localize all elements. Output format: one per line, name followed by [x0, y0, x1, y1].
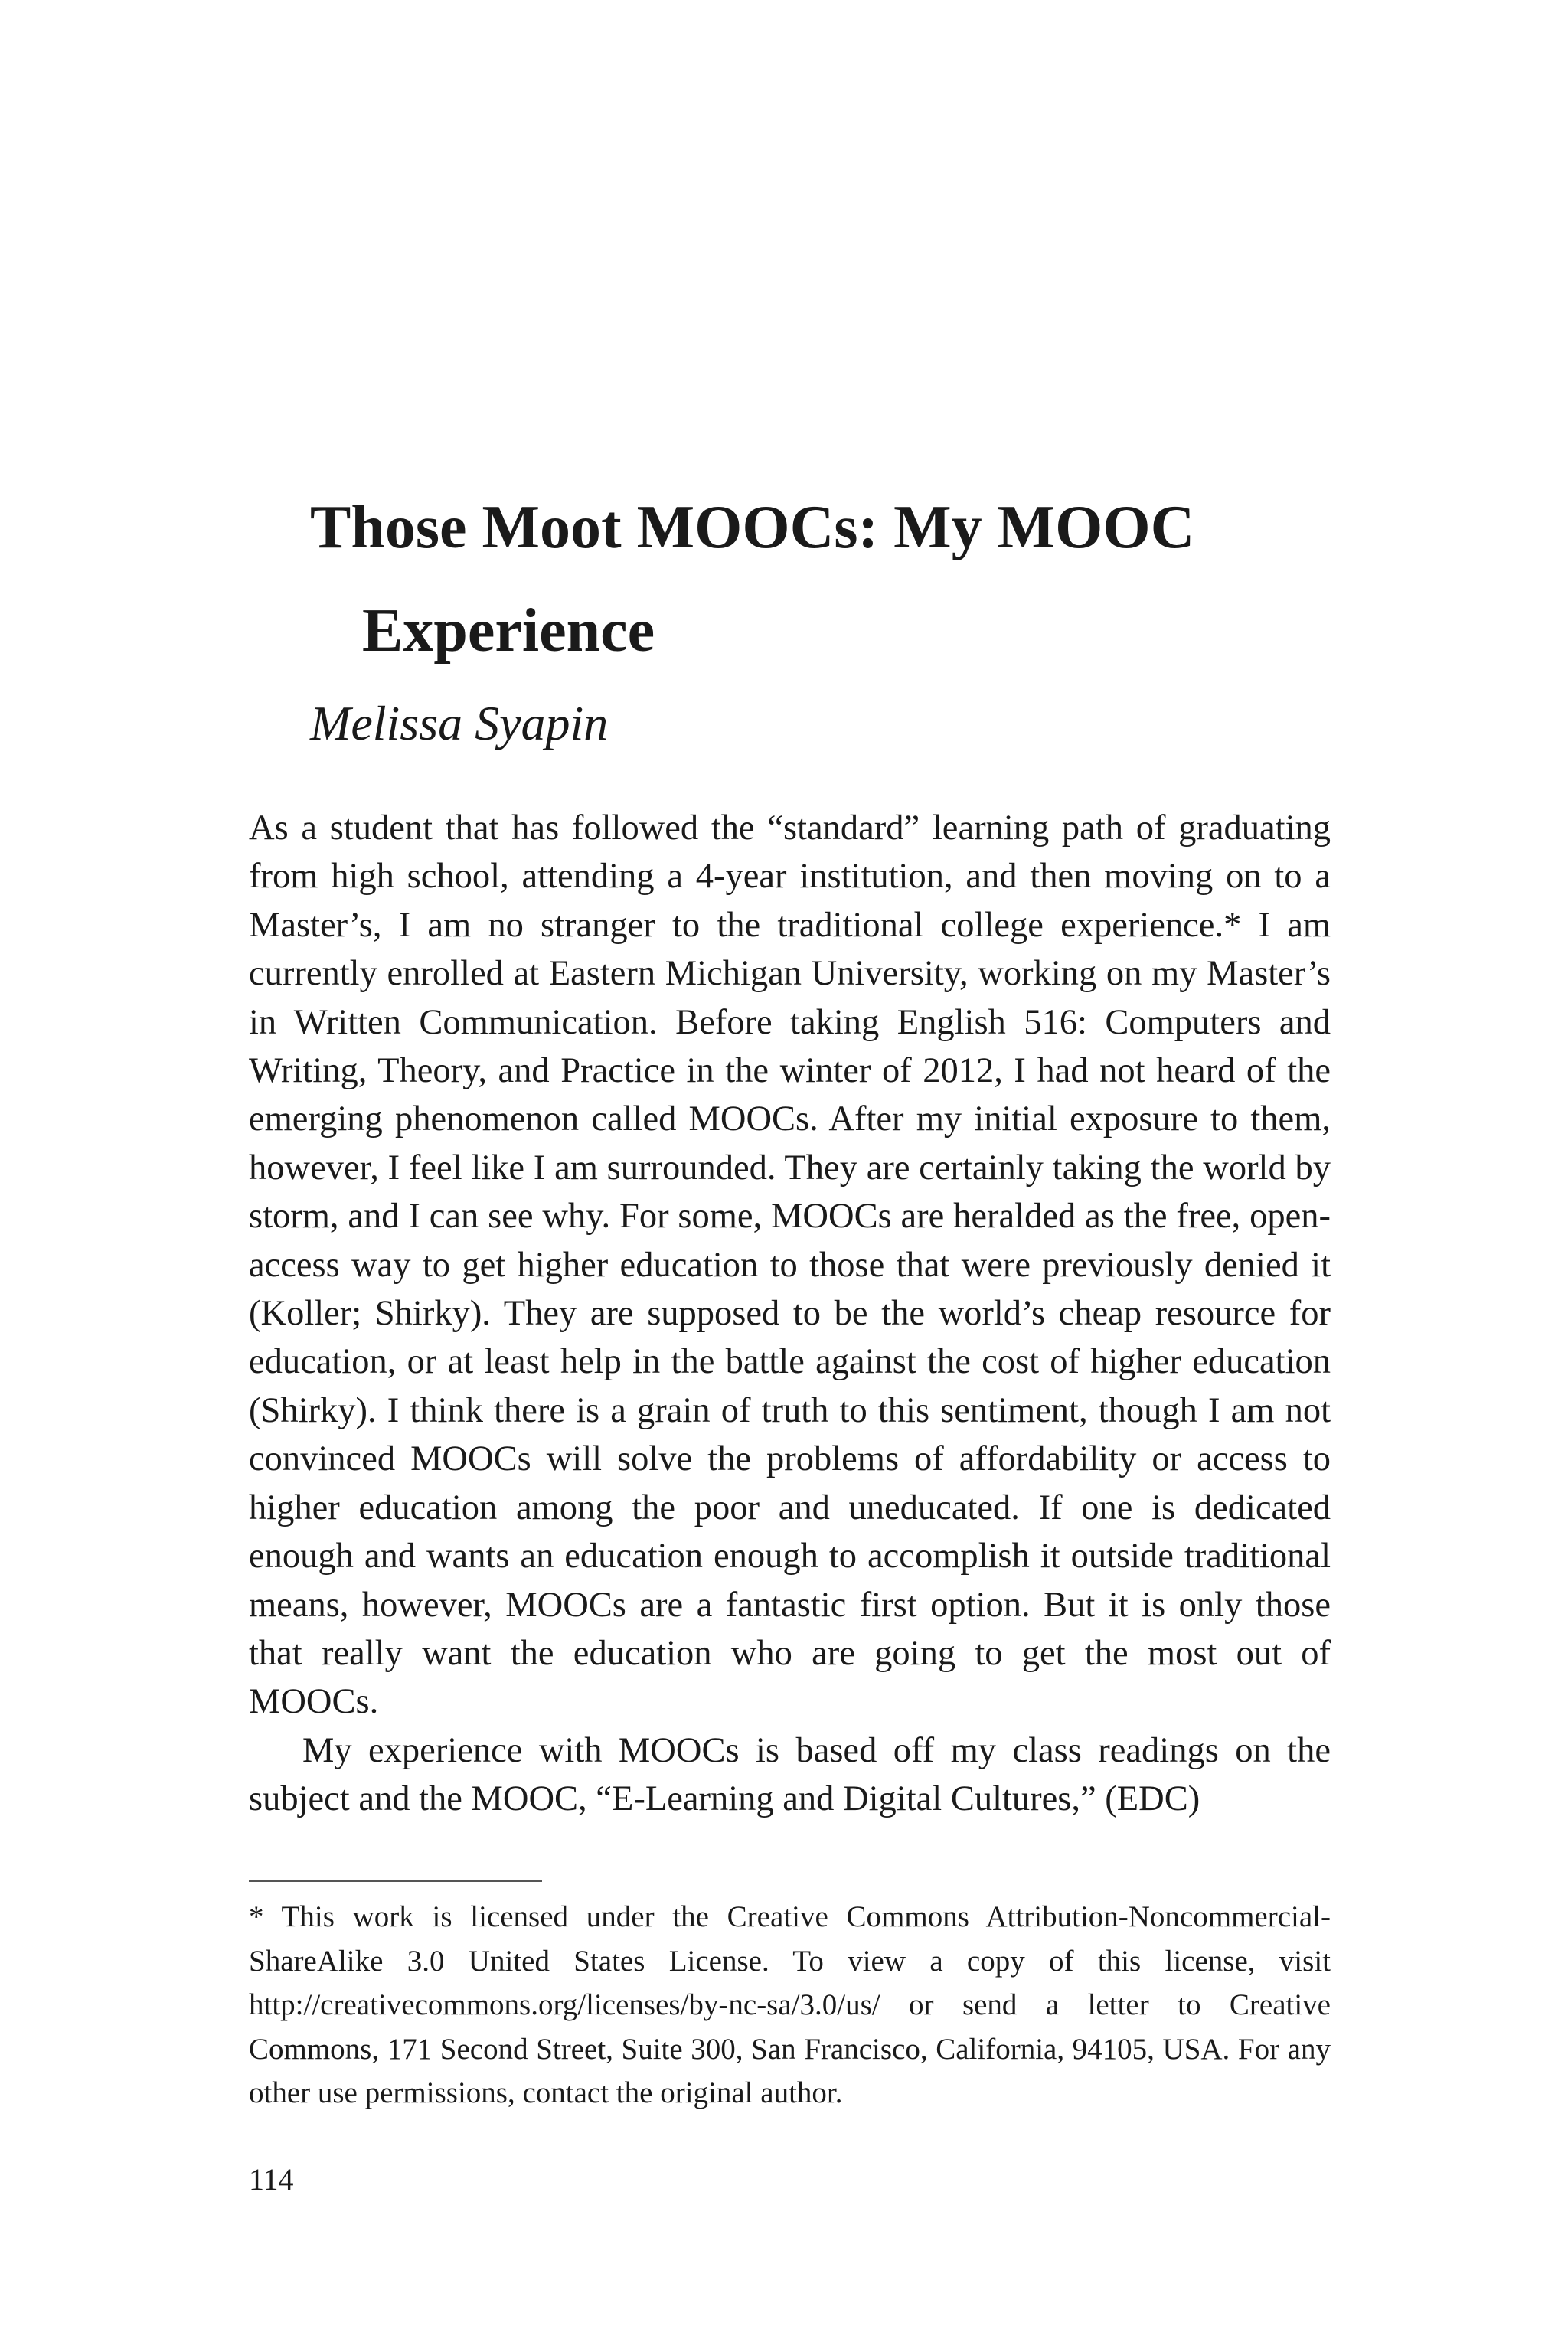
body-paragraph-2: My experience with MOOCs is based off my class readings on the subject and the MOOC, “E-Learning and Digital Cultures,” (EDC): [249, 1730, 1331, 1819]
footnote: * This work is licensed under the Creative Commons Attribution-Noncommercial-ShareAlike 3.0 United States License. To view a copy of this license, visit http://creativecommons.org/licenses/by-nc-sa/3.0/us/ or send a letter to Creative Commons, 171 Second Street, Suite 300, San Francisco, California, 94105, USA. For any other use permissions, contact the original author.: [249, 1900, 1331, 2109]
footnote-divider: [249, 1880, 542, 1882]
body-paragraph-1: As a student that has followed the “standard” learning path of graduating from high school, attending a 4-year institution, and then moving on to a Master’s, I am no stranger to the traditional college experience.* I am currently enrolled at Eastern Michigan University, working on my Master’s in Written Communication. Before taking English 516: Computers and Writing, Theory, and Practice in the winter of 2012, I had not heard of the emerging phenomenon called MOOCs. After my initial exposure to them, however, I feel like I am surrounded. They are certainly taking the world by storm, and I can see why. For some, MOOCs are heralded as the free, open-access way to get higher education to those that were previously denied it (Koller; Shirky). They are supposed to be the world’s cheap resource for education, or at least help in the battle against the cost of higher education (Shirky). I think there is a grain of truth to this sentiment, though I am not convinced MOOCs will solve the problems of affordability or access to higher education among the poor and uneducated. If one is dedicated enough and wants an education enough to accomplish it outside traditional means, however, MOOCs are a fantastic first option. But it is only those that really want the education who are going to get the most out of MOOCs.: [249, 808, 1331, 1722]
title-line-1: Those Moot MOOCs: My MOOC: [310, 494, 1195, 561]
title-line-2: Experience: [362, 597, 655, 665]
author-name: Melissa Syapin: [310, 696, 609, 750]
article-body: [249, 804, 1331, 1824]
page-number: 114: [249, 2162, 294, 2197]
article-title: [310, 476, 1382, 683]
